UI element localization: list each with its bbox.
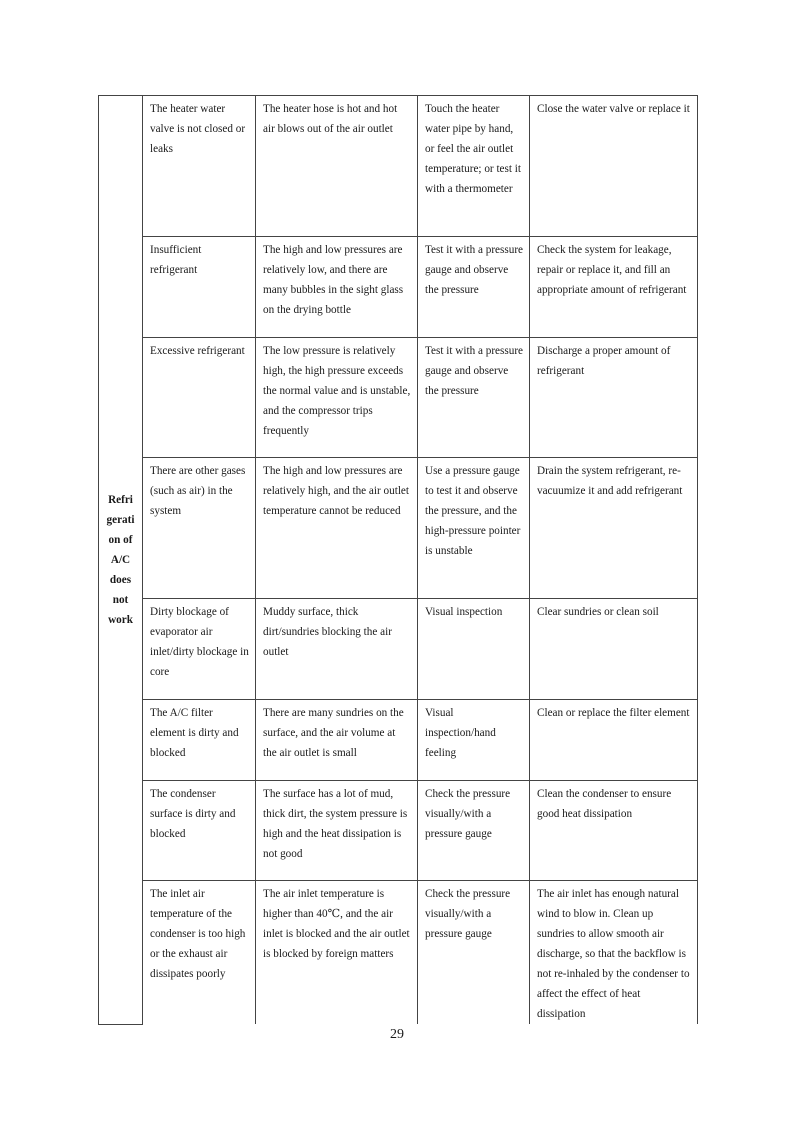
cause-cell: The inlet air temperature of the condenser is too high or the exhaust air dissipates poorly	[143, 881, 256, 1025]
category-line: not	[112, 593, 129, 606]
diagnosis-cell: Check the pressure visually/with a pressure gauge	[418, 781, 530, 881]
table-row	[99, 458, 698, 599]
diagnosis-cell: Use a pressure gauge to test it and observe the pressure, and the high-pressure pointer is unstable	[418, 458, 530, 599]
diagnosis-cell: Visual inspection	[418, 599, 530, 700]
cause-cell: Excessive refrigerant	[143, 338, 256, 458]
troubleshooting-table	[98, 95, 698, 1025]
table-row	[99, 781, 698, 881]
symptom-cell: The high and low pressures are relatively high, and the air outlet temperature cannot be reduced	[256, 458, 418, 599]
symptom-cell: The heater hose is hot and hot air blows out of the air outlet	[256, 96, 418, 237]
cause-cell: Dirty blockage of evaporator air inlet/dirty blockage in core	[143, 599, 256, 700]
remedy-cell: Discharge a proper amount of refrigerant	[530, 338, 698, 458]
cause-cell: Insufficient refrigerant	[143, 237, 256, 338]
table-row	[99, 338, 698, 458]
table-row	[99, 96, 698, 237]
page-number: 29	[390, 1027, 404, 1042]
symptom-cell: The air inlet temperature is higher than 40℃, and the air inlet is blocked and the air outlet is blocked by foreign matters	[256, 881, 418, 1025]
diagnosis-cell: Test it with a pressure gauge and observe the pressure	[418, 338, 530, 458]
remedy-cell: Clear sundries or clean soil	[530, 599, 698, 700]
remedy-cell: Clean the condenser to ensure good heat dissipation	[530, 781, 698, 881]
table-row	[99, 881, 698, 1025]
symptom-cell: The surface has a lot of mud, thick dirt, the system pressure is high and the heat dissipation is not good	[256, 781, 418, 881]
category-line: A/C	[110, 553, 131, 566]
category-line: gerati	[106, 513, 135, 526]
remedy-cell: Check the system for leakage, repair or replace it, and fill an appropriate amount of refrigerant	[530, 237, 698, 338]
symptom-cell: Muddy surface, thick dirt/sundries blocking the air outlet	[256, 599, 418, 700]
table-row	[99, 237, 698, 338]
diagnosis-cell: Touch the heater water pipe by hand, or feel the air outlet temperature; or test it with a thermometer	[418, 96, 530, 237]
remedy-cell: Drain the system refrigerant, re-vacuumize it and add refrigerant	[530, 458, 698, 599]
diagnosis-cell: Check the pressure visually/with a pressure gauge	[418, 881, 530, 1025]
cause-cell: The A/C filter element is dirty and blocked	[143, 700, 256, 781]
table-row	[99, 700, 698, 781]
category-line: on of	[108, 533, 133, 546]
symptom-cell: The high and low pressures are relatively low, and there are many bubbles in the sight glass on the drying bottle	[256, 237, 418, 338]
category-cell	[99, 96, 143, 1025]
category-line: work	[108, 613, 133, 626]
diagnosis-cell: Test it with a pressure gauge and observe the pressure	[418, 237, 530, 338]
symptom-cell: There are many sundries on the surface, and the air volume at the air outlet is small	[256, 700, 418, 781]
table-row	[99, 599, 698, 700]
cause-cell: There are other gases (such as air) in the system	[143, 458, 256, 599]
remedy-cell: Clean or replace the filter element	[530, 700, 698, 781]
symptom-cell: The low pressure is relatively high, the high pressure exceeds the normal value and is unstable, and the compressor trips frequently	[256, 338, 418, 458]
category-line: Refri	[108, 493, 133, 506]
remedy-cell: The air inlet has enough natural wind to blow in. Clean up sundries to allow smooth air discharge, so that the backflow is not re-inhaled by the condenser to affect the effect of heat dissipation	[530, 881, 698, 1025]
category-line: does	[109, 573, 132, 586]
remedy-cell: Close the water valve or replace it	[530, 96, 698, 237]
cause-cell: The condenser surface is dirty and blocked	[143, 781, 256, 881]
cause-cell: The heater water valve is not closed or leaks	[143, 96, 256, 237]
diagnosis-cell: Visual inspection/hand feeling	[418, 700, 530, 781]
